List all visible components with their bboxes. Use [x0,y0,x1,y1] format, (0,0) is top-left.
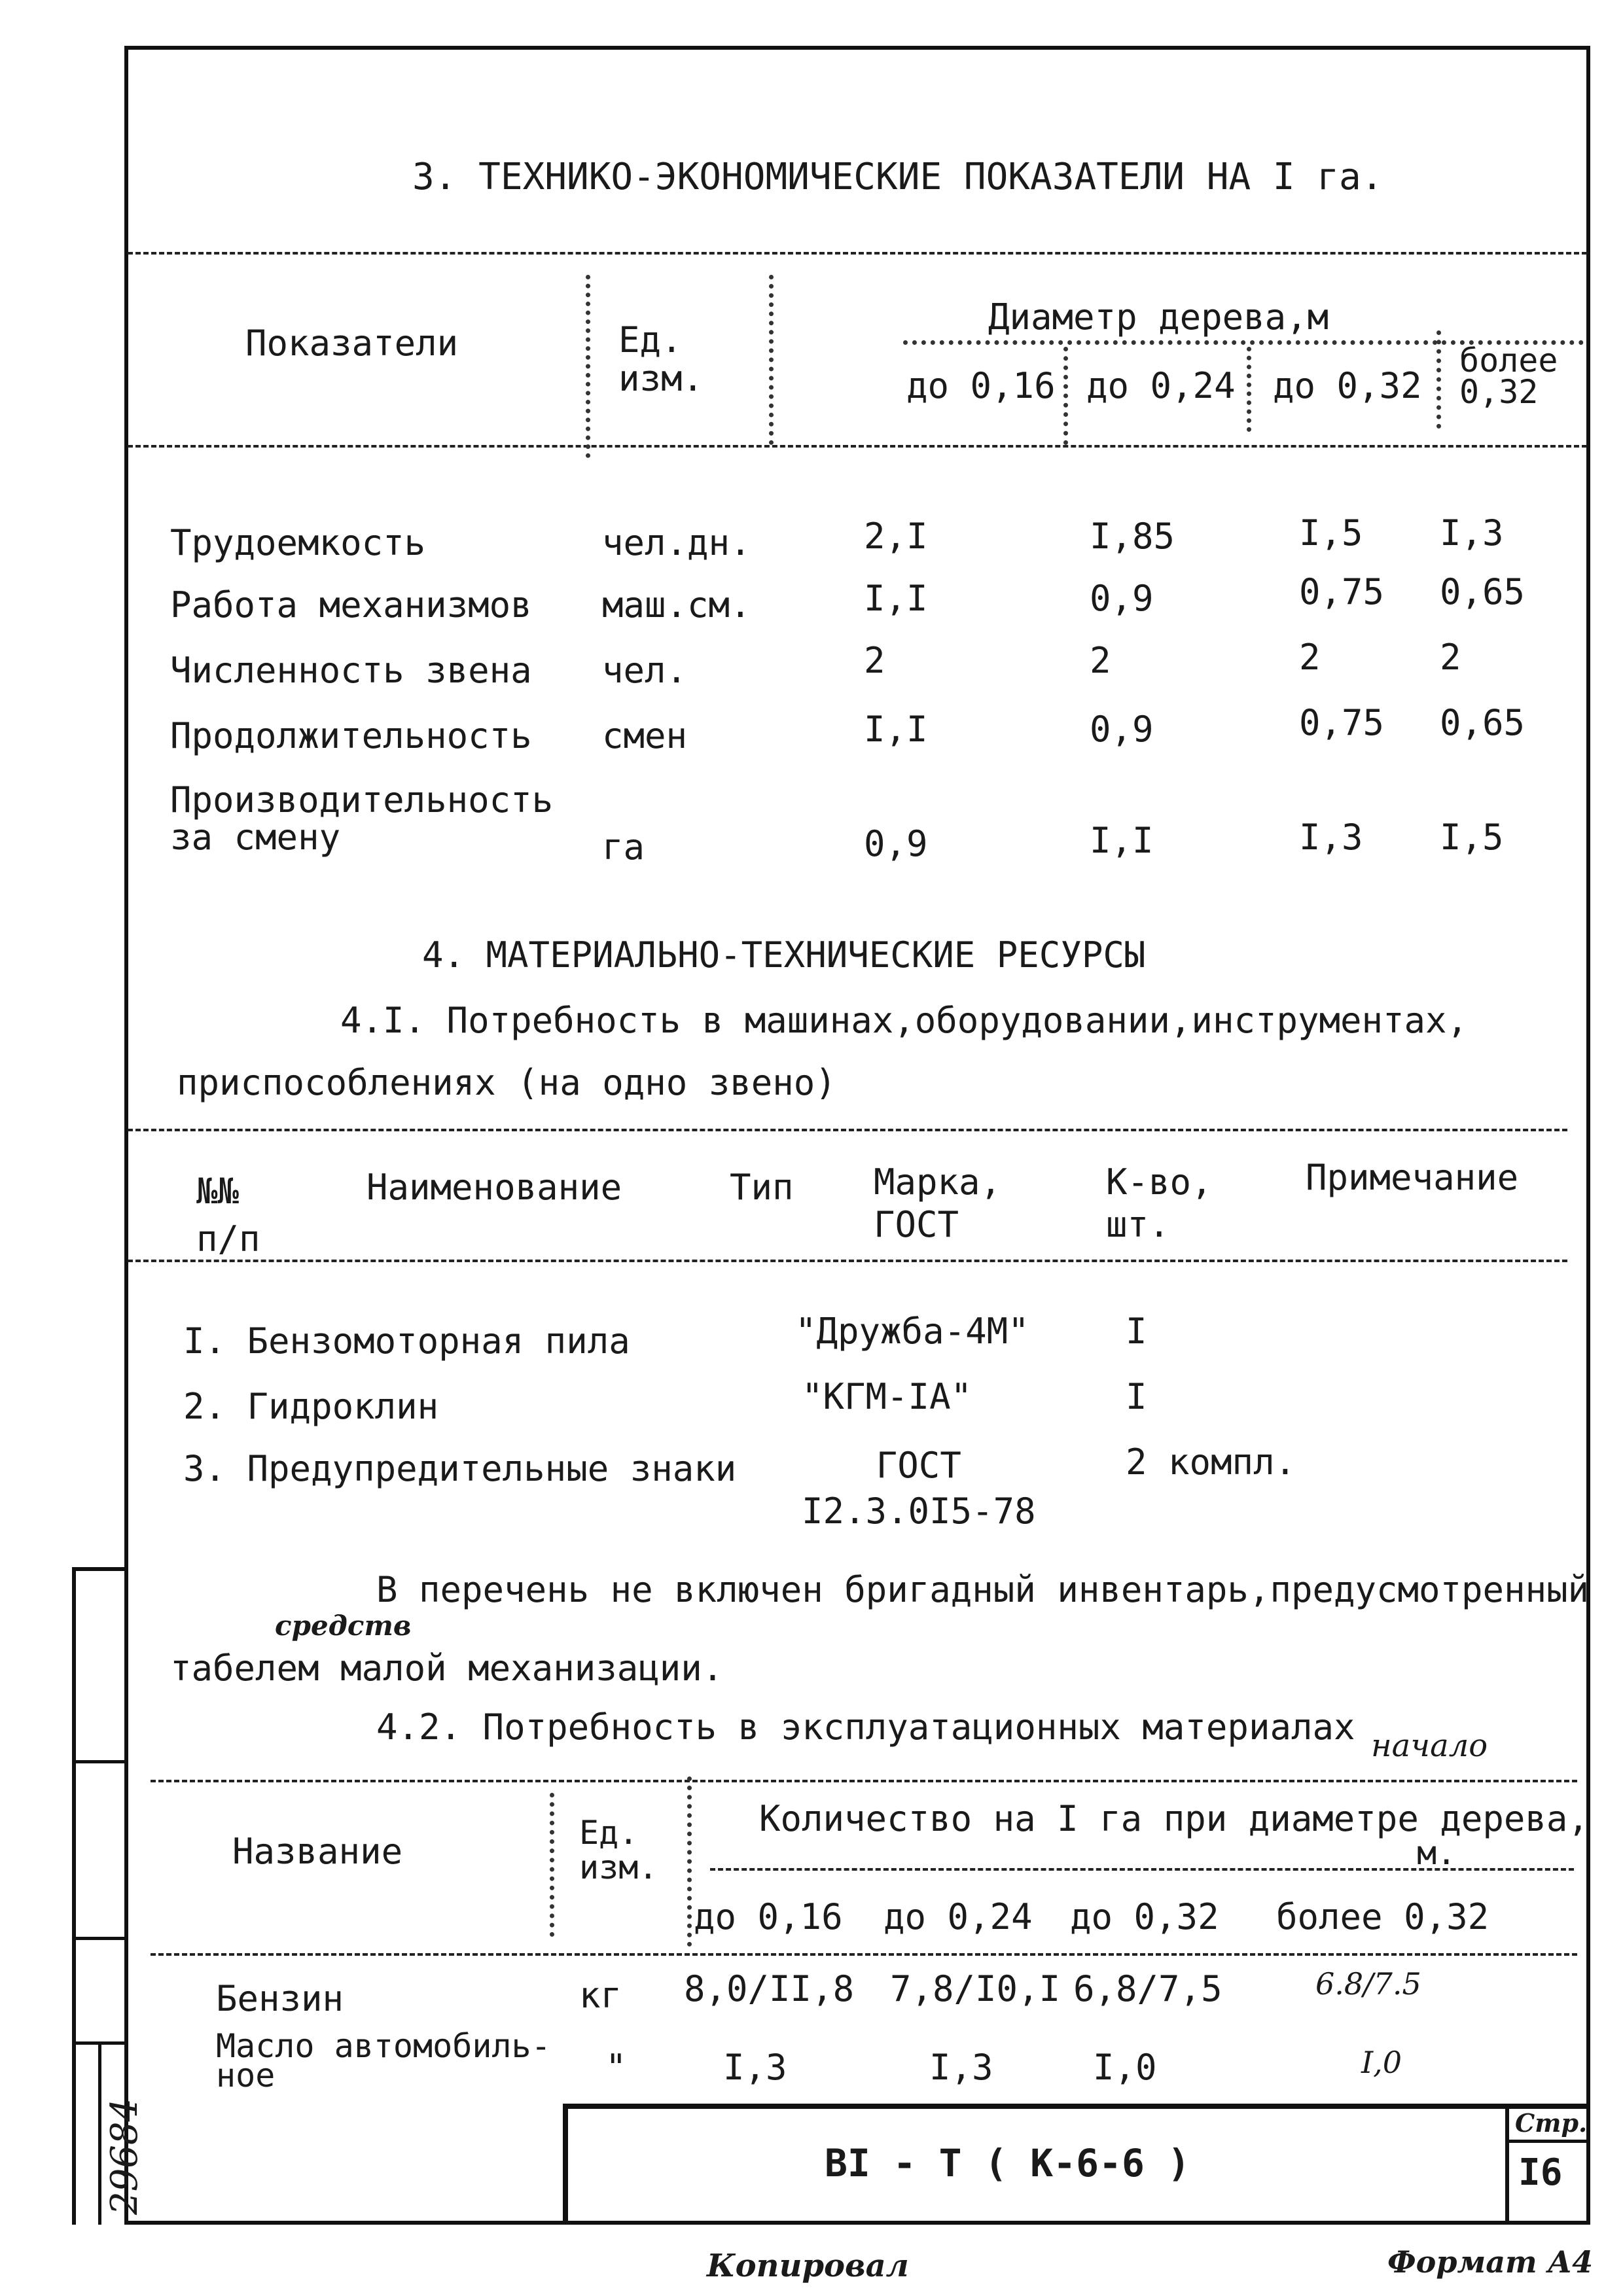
note-line-1: В перечень не включен бригадный инвентарь,предусмотренный [376,1569,1590,1610]
item-mark: "Дружба-4М" [795,1311,1029,1352]
table2-header-qty: К-во, шт. [1106,1161,1213,1245]
row-value: 2 [1299,637,1321,678]
item-name: I. Бензомоторная пила [183,1320,630,1362]
row-value: I,I [1090,820,1154,861]
row-name: Производительность за смену [170,779,554,858]
row-name: Численность звена [170,650,532,691]
row-name: Трудоемкость [170,522,426,563]
margin-rule [72,1937,124,1940]
material-value: I,3 [929,2047,993,2088]
table1-col-divider [769,275,774,445]
margin-divider [98,2041,101,2225]
row-value: 0,75 [1299,702,1385,743]
table1-header-indicator: Показатели [245,323,459,364]
table3-col-3: до 0,32 [1070,1896,1219,1937]
table3-top-rule [151,1780,1577,1782]
material-value: 6.8/7.5 [1315,1966,1421,2002]
table1-col-4: более 0,32 [1459,342,1558,411]
row-value: I,I [864,709,928,750]
margin-left-border [72,1567,76,2225]
table3-header-unit: Ед. изм. [579,1814,658,1886]
material-unit: " [605,2047,627,2088]
stamp-code: ВI - Т ( К-6-6 ) [825,2141,1190,2185]
table2-header-mark: Марка, ГОСТ [874,1161,1002,1245]
material-name: Бензин [216,1978,344,2019]
table1-col-divider [1063,347,1068,445]
margin-rule [72,1567,124,1571]
table1-top-rule [128,252,1587,255]
table1-col-2: до 0,24 [1086,365,1236,406]
note-line-2: табелем малой механизации. [170,1648,724,1689]
row-unit: смен [602,715,688,756]
footer-copied: Копировал [707,2248,909,2284]
item-mark: ГОСТ I2.3.0I5-78 [802,1445,1036,1532]
row-value: 0,9 [1090,578,1154,619]
row-value: I,5 [1440,817,1504,858]
table1-header-unit: Ед. изм. [618,319,704,400]
table1-col-1: до 0,16 [906,365,1056,406]
footer-format: Формат А4 [1387,2244,1594,2280]
item-qty: I [1126,1376,1147,1417]
row-value: 0,65 [1440,571,1525,612]
material-value: 8,0/II,8 [684,1968,855,2009]
row-value: I,5 [1299,512,1363,554]
material-value: 7,8/I0,I [890,1968,1061,2009]
section4-sub2: 4.2. Потребность в эксплуатационных материалах [376,1706,1355,1748]
row-value: 0,9 [864,823,928,864]
material-value: I,3 [723,2047,787,2088]
row-value: 0,9 [1090,709,1154,750]
item-qty: 2 компл. [1126,1441,1296,1483]
row-value: I,I [864,578,928,619]
row-value: 0,65 [1440,702,1525,743]
material-value: 6,8/7,5 [1073,1968,1222,2009]
handwritten-insert: средств [275,1610,412,1642]
row-value: I,3 [1299,817,1363,858]
material-value: I,0 [1093,2047,1157,2088]
item-name: 3. Предупредительные знаки [183,1448,737,1489]
material-name: Масло автомобиль- ное [216,2027,551,2094]
row-value: 0,75 [1299,571,1385,612]
row-value: 2 [864,640,885,681]
stamp-divider [1505,2104,1509,2225]
table1-header-rule [128,445,1587,448]
table3-col-2: до 0,24 [883,1896,1033,1937]
table3-header-qty: Количество на I га при диаметре дерева, [759,1798,1589,1839]
item-qty: I [1126,1311,1147,1352]
row-value: 2 [1090,640,1111,681]
material-unit: кг [579,1975,622,2016]
row-name: Продолжительность [170,715,532,756]
row-value: I,3 [1440,512,1504,554]
table2-header-note: Примечание [1306,1157,1519,1198]
row-value: 2 [1440,637,1461,678]
table2-header-rule [128,1260,1567,1262]
table1-col-divider [586,275,590,458]
section4-sub1: 4.I. Потребность в машинах,оборудовании,инструментах, [340,1000,1469,1041]
row-value: I,85 [1090,516,1175,557]
row-name: Работа механизмов [170,584,532,626]
item-mark: "КГМ-IА" [802,1376,972,1417]
table2-header-type: Тип [730,1167,794,1208]
row-unit: маш.см. [602,584,751,626]
row-unit: чел. [602,650,688,691]
margin-rule [72,1760,124,1763]
section4-sub1-cont: приспособлениях (на одно звено) [177,1062,836,1103]
table3-header-name: Название [232,1831,403,1872]
row-unit: га [602,826,645,868]
stamp-top-border [563,2104,1590,2109]
section3-title: 3. ТЕХНИКО-ЭКОНОМИЧЕСКИЕ ПОКАЗАТЕЛИ НА I га. [412,156,1383,198]
table2-header-name: Наименование [366,1167,622,1208]
table3-col-divider [687,1776,692,1947]
table1-col-divider [1436,330,1441,429]
section4-title: 4. МАТЕРИАЛЬНО-ТЕХНИЧЕСКИЕ РЕСУРСЫ [422,934,1146,976]
table3-header-rule [151,1953,1577,1956]
item-name: 2. Гидроклин [183,1386,439,1427]
inventory-number: 29684 [103,2098,146,2215]
table2-header-num: №№ п/п [196,1171,260,1260]
stamp-left-border [563,2104,568,2225]
stamp-page-number: I6 [1518,2151,1563,2194]
table3-col-4: более 0,32 [1276,1896,1489,1937]
table2-top-rule [128,1129,1567,1131]
table3-col-divider [550,1793,554,1937]
stamp-page-label: Стр. [1515,2108,1588,2138]
table1-col-divider [1247,347,1251,432]
row-unit: чел.дн. [602,522,751,563]
table3-header-qty-unit: м. [1417,1834,1457,1872]
row-value: 2,I [864,516,928,557]
table3-col-1: до 0,16 [694,1896,843,1937]
handwritten-note: начало [1371,1727,1488,1764]
material-value: I,0 [1361,2045,1402,2080]
stamp-page-rule [1505,2140,1590,2143]
table1-header-diameter: Диаметр дерева,м [988,296,1329,338]
table1-col-3: до 0,32 [1273,365,1422,406]
